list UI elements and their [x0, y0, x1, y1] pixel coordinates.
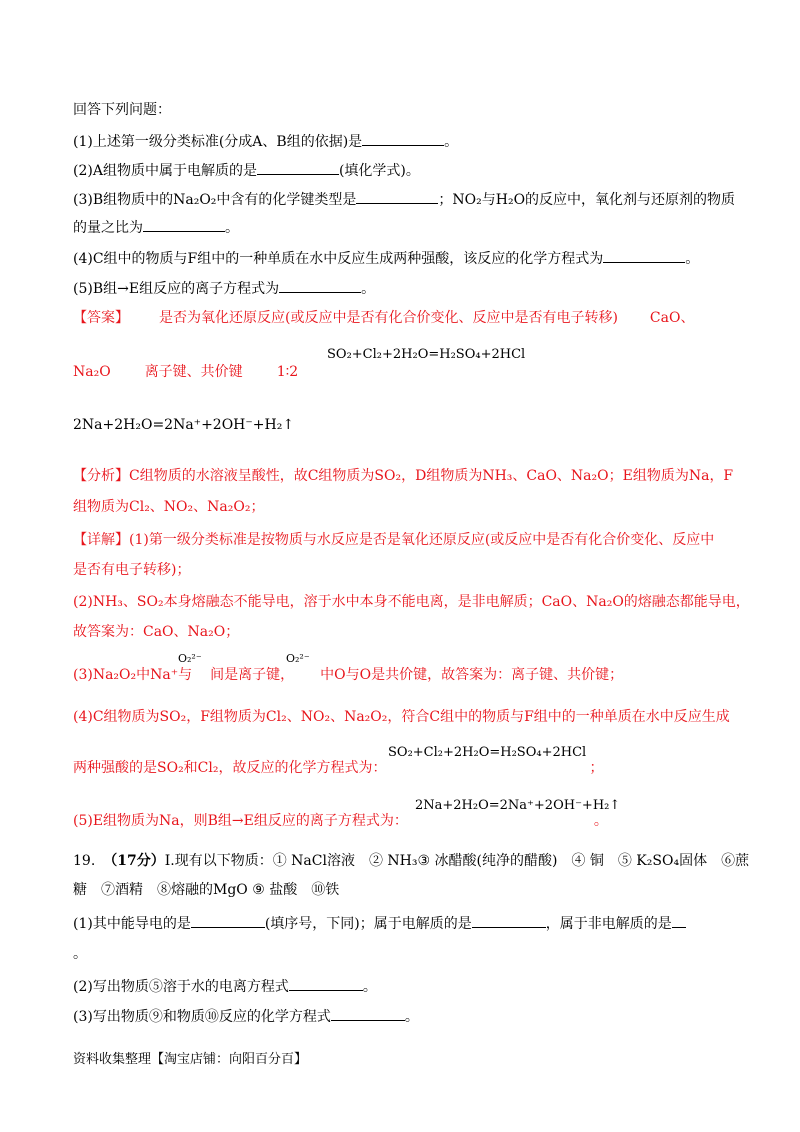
- detail-equation-1: SO₂+Cl₂+2H₂O=H₂SO₄+2HCl: [388, 745, 587, 760]
- question-3-line2: 的量之比为 。: [73, 217, 239, 238]
- answer-blank: [289, 976, 363, 991]
- answer-blank: [279, 278, 361, 293]
- answer-blank: [331, 1006, 405, 1021]
- question-5: (5)B组→E组反应的离子方程式为 。: [73, 278, 375, 299]
- question-19-line-2: 糖 ⑦酒精 ⑧熔融的MgO ⑨ 盐酸 ⑩铁: [73, 882, 340, 898]
- answer-equation-1: SO₂+Cl₂+2H₂O=H₂SO₄+2HCl: [327, 347, 526, 362]
- analysis-line-2: 组物质为Cl₂、NO₂、Na₂O₂；: [73, 499, 265, 515]
- detail-5: (5)E组物质为Na，则B组→E组反应的离子方程式为： 。: [73, 813, 608, 829]
- answer-blank: [257, 160, 339, 175]
- answer-equation-2: 2Na+2H₂O=2Na⁺+2OH⁻+H₂↑: [73, 417, 295, 433]
- answer-blank: [472, 913, 546, 928]
- detail-equation-2: 2Na+2H₂O=2Na⁺+2OH⁻+H₂↑: [415, 798, 621, 813]
- question-1: (1)上述第一级分类标准(分成A、B组的依据)是 。: [73, 131, 458, 152]
- footer: 资料收集整理【淘宝店铺：向阳百分百】: [73, 1052, 308, 1067]
- answer-line-1: 【答案】 是否为氧化还原反应(或反应中是否有化合价变化、反应中是否有电子转移) CaO、: [73, 310, 695, 326]
- answer-blank: [672, 913, 686, 928]
- question-19-sub-2: (2)写出物质⑤溶于水的电离方程式 。: [73, 976, 377, 997]
- analysis-line-1: 【分析】C组物质的水溶液呈酸性，故C组物质为SO₂，D组物质为NH₃、CaO、Na₂O；E组物质为Na，F: [73, 468, 734, 484]
- answer-line-2: Na₂O 离子键、共价键 1∶2: [73, 364, 299, 380]
- detail-2b: 故答案为：CaO、Na₂O；: [73, 624, 240, 640]
- question-19-sub-1: (1)其中能导电的是 (填序号，下同)；属于电解质的是 ，属于非电解质的是: [73, 913, 686, 934]
- answer-blank: [603, 248, 685, 263]
- question-19-line-1: 19. （17分）Ⅰ.现有以下物质：① NaCl溶液 ② NH₃③ 冰醋酸(纯净的醋酸) ④ 铜 ⑤ K₂SO₄固体 ⑥蔗: [73, 853, 750, 869]
- detail-4a: (4)C组物质为SO₂，F组物质为Cl₂、NO₂、Na₂O₂，符合C组中的物质与F组中的一种单质在水中反应生成: [73, 709, 730, 725]
- answer-blank: [362, 131, 444, 146]
- question-3: (3)B组物质中的Na₂O₂中含有的化学键类型是 ；NO₂与H₂O的反应中，氧化剂与还原剂的物质: [73, 189, 735, 210]
- intro: 回答下列问题：: [73, 102, 171, 118]
- detail-4b: 两种强酸的是SO₂和Cl₂，故反应的化学方程式为： ；: [73, 760, 604, 776]
- peroxide-ion-2: O₂²⁻: [286, 652, 310, 665]
- question-19-sub-3: (3)写出物质⑨和物质⑩反应的化学方程式 。: [73, 1006, 419, 1027]
- detail-2a: (2)NH₃、SO₂本身熔融态不能导电，溶于水中本身不能电离，是非电解质；CaO、Na₂O的熔融态都能导电，: [73, 594, 750, 610]
- detail-1a: 【详解】(1)第一级分类标准是按物质与水反应是否是氧化还原反应(或反应中是否有化合价变化、反应中: [73, 532, 715, 548]
- answer-blank: [191, 913, 265, 928]
- answer-blank: [143, 217, 225, 232]
- question-4: (4)C组中的物质与F组中的一种单质在水中反应生成两种强酸，该反应的化学方程式为 。: [73, 248, 699, 269]
- peroxide-ion-1: O₂²⁻: [178, 652, 202, 665]
- question-2: (2)A组物质中属于电解质的是 (填化学式)。: [73, 160, 420, 181]
- detail-3: (3)Na₂O₂中Na⁺与 间是离子键， 中O与O是共价键，故答案为：离子键、共价键；: [73, 667, 624, 683]
- question-19-sub-1-end: 。: [73, 946, 87, 962]
- answer-blank: [356, 189, 438, 204]
- detail-1b: 是否有电子转移)；: [73, 562, 191, 578]
